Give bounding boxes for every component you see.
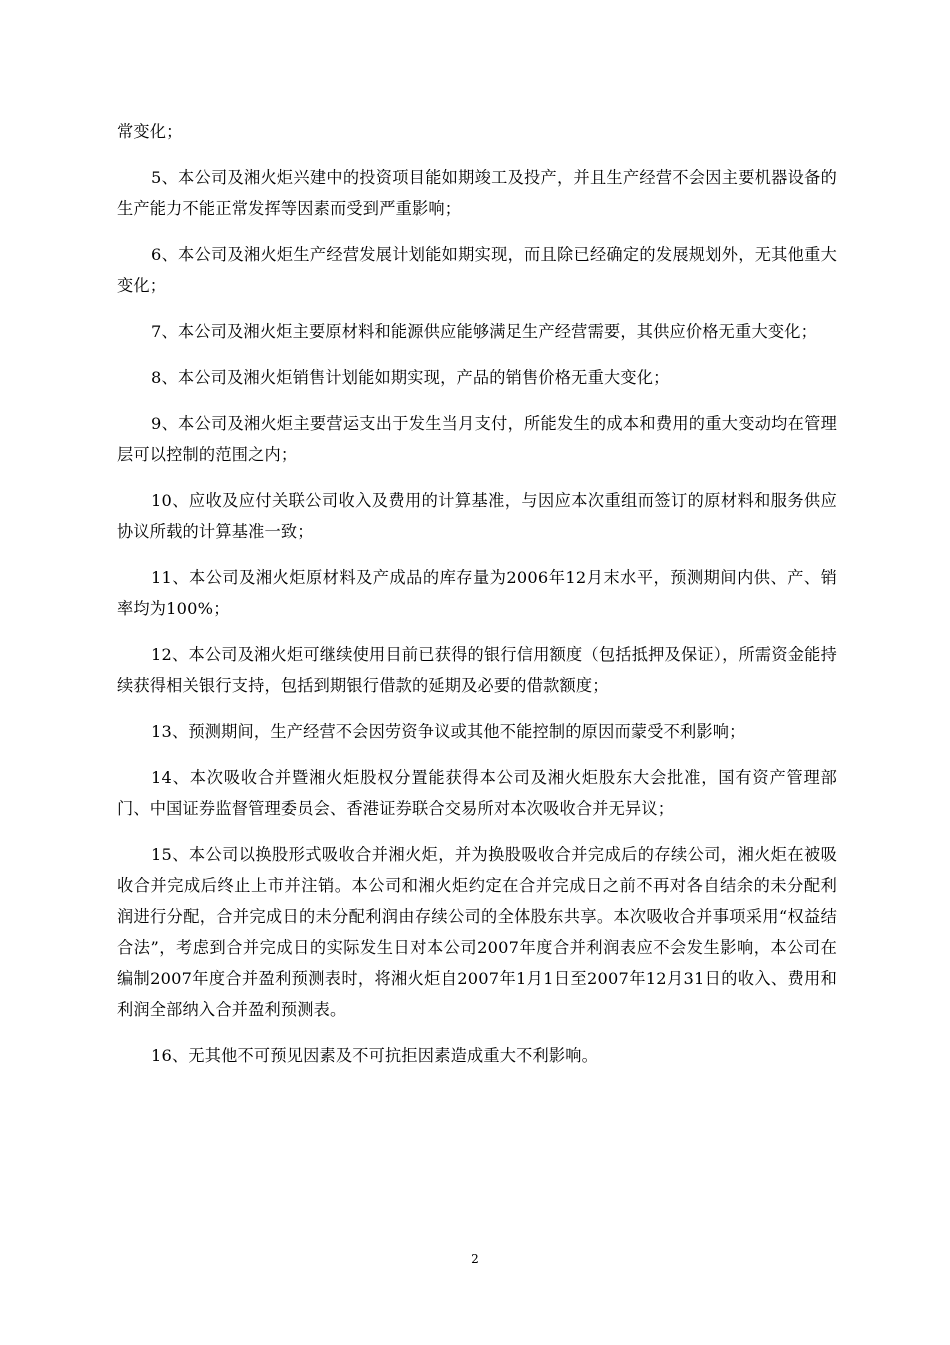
document-body: [117, 116, 837, 1086]
paragraph-item-16: 16、无其他不可预见因素及不可抗拒因素造成重大不利影响。: [151, 1046, 599, 1065]
page-number: 2: [471, 1252, 479, 1266]
paragraph-item-13: 13、预测期间，生产经营不会因劳资争议或其他不能控制的原因而蒙受不利影响；: [151, 722, 746, 741]
paragraph-item-10: 10、应收及应付关联公司收入及费用的计算基准，与因应本次重组而签订的原材料和服务供应协议所载的计算基准一致；: [117, 491, 837, 541]
paragraph-item-8: 8、本公司及湘火炬销售计划能如期实现，产品的销售价格无重大变化；: [151, 368, 670, 387]
paragraph-item-11: 11、本公司及湘火炬原材料及产成品的库存量为2006年12月末水平，预测期间内供、产、销率均为100%；: [117, 568, 837, 618]
paragraph-continuation: 常变化；: [117, 122, 183, 141]
paragraph-item-7: 7、本公司及湘火炬主要原材料和能源供应能够满足生产经营需要，其供应价格无重大变化；: [151, 322, 817, 341]
paragraph-item-5: 5、本公司及湘火炬兴建中的投资项目能如期竣工及投产，并且生产经营不会因主要机器设备的生产能力不能正常发挥等因素而受到严重影响；: [117, 168, 837, 218]
paragraph-item-12: 12、本公司及湘火炬可继续使用目前已获得的银行信用额度（包括抵押及保证），所需资金能持续获得相关银行支持，包括到期银行借款的延期及必要的借款额度；: [117, 645, 837, 695]
paragraph-item-15: 15、本公司以换股形式吸收合并湘火炬，并为换股吸收合并完成后的存续公司，湘火炬在被吸收合并完成后终止上市并注销。本公司和湘火炬约定在合并完成日之前不再对各自结余的未分配利润进行分配，合并完成日的未分配利润由存续公司的全体股东共享。本次吸收合并事项采用“权益结合法”，考虑到合并完成日的实际发生日对本公司2007年度合并利润表应不会发生影响，本公司在编制2007年度合并盈利预测表时，将湘火炬自2007年1月1日至2007年12月31日的收入、费用和利润全部纳入合并盈利预测表。: [117, 845, 837, 1019]
paragraph-item-9: 9、本公司及湘火炬主要营运支出于发生当月支付，所能发生的成本和费用的重大变动均在管理层可以控制的范围之内；: [117, 414, 837, 464]
paragraph-item-6: 6、本公司及湘火炬生产经营发展计划能如期实现，而且除已经确定的发展规划外，无其他重大变化；: [117, 245, 837, 295]
paragraph-item-14: 14、本次吸收合并暨湘火炬股权分置能获得本公司及湘火炬股东大会批准，国有资产管理部门、中国证券监督管理委员会、香港证券联合交易所对本次吸收合并无异议；: [117, 768, 837, 818]
